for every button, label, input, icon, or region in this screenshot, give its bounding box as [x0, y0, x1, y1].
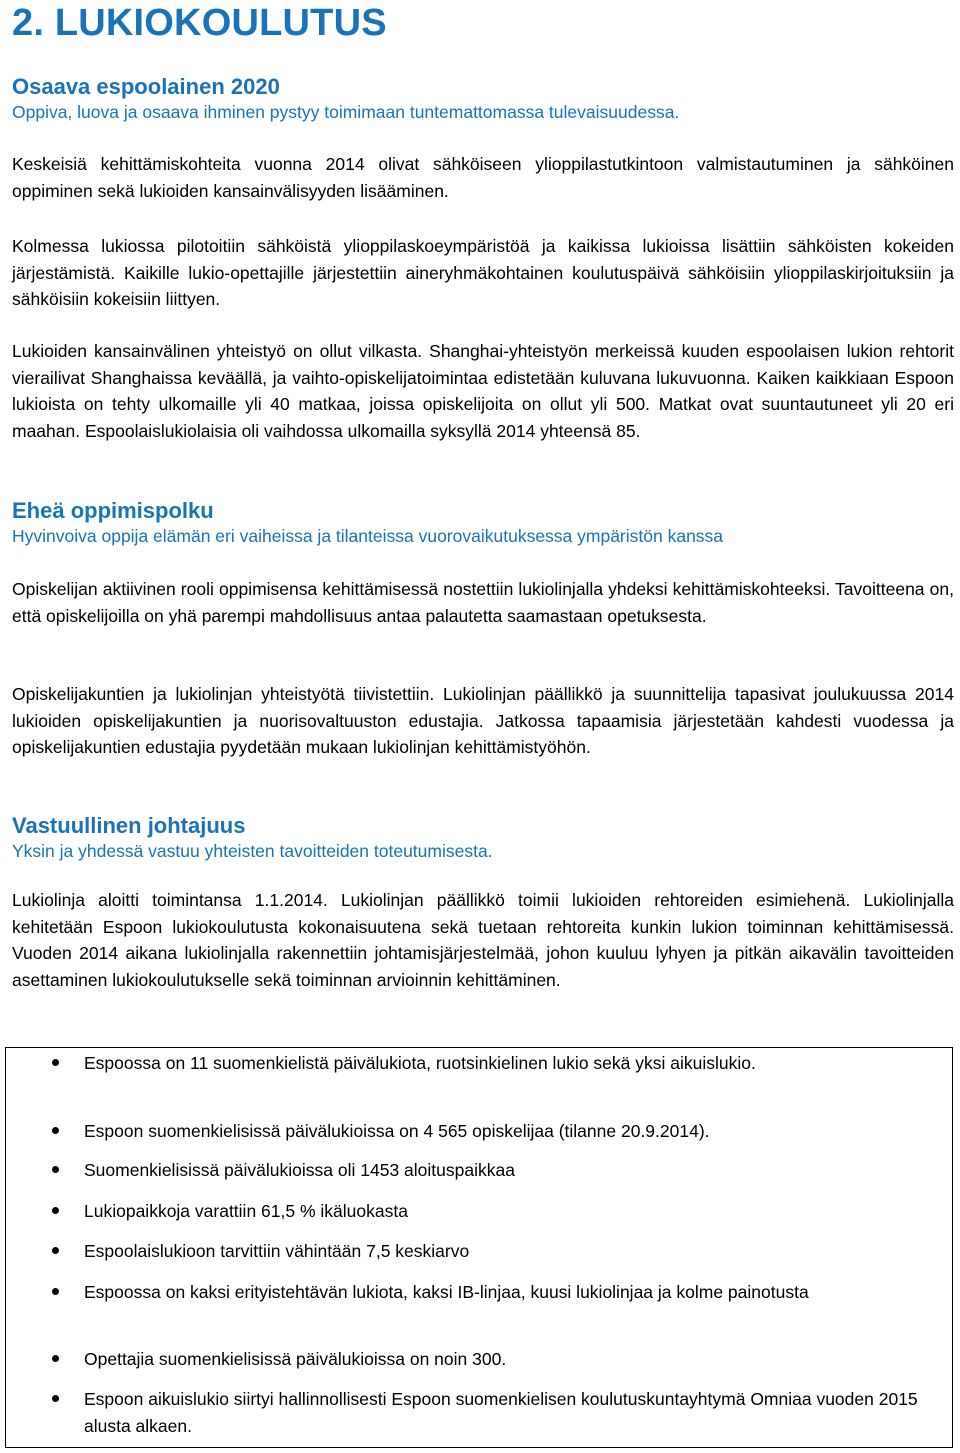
- document-page: [12, 0, 954, 990]
- paragraph: Kolmessa lukiossa pilotoitiin sähköistä ylioppilaskoeympäristöä ja kaikissa lukioissa lisättiin sähköisten kokeiden järjestämistä. Kaikille lukio-opettajille järjestettiin aineryhmäkohtainen koulutuspäivä sähköisiin ylioppilaskirjoituksiin ja sähköisiin kokeisiin liittyen.: [12, 236, 954, 309]
- bullet-icon: [52, 1207, 59, 1214]
- page-heading: 2. LUKIOKOULUTUS: [12, 2, 387, 44]
- paragraph: Opiskelijan aktiivinen rooli oppimisensa kehittämisessä nostettiin lukiolinjalla yhdeksi kehittämiskohteeksi. Tavoitteena on, että opiskelijoilla on yhä parempi mahdollisuus antaa palautetta saamastaan opetuksesta.: [12, 579, 954, 626]
- list-item: Espoolaislukioon tarvittiin vähintään 7,5 keskiarvo: [84, 1238, 944, 1265]
- bullet-icon: [52, 1127, 59, 1134]
- bullet-icon: [52, 1059, 59, 1066]
- bullet-icon: [52, 1166, 59, 1173]
- section-subtitle: Oppiva, luova ja osaava ihminen pystyy toimimaan tuntemattomassa tulevaisuudessa.: [12, 102, 680, 122]
- list-item: Espoon suomenkielisissä päivälukioissa on 4 565 opiskelijaa (tilanne 20.9.2014).: [84, 1118, 944, 1145]
- bullet-icon: [52, 1395, 59, 1402]
- section-osaava-espoolainen: [12, 74, 954, 124]
- paragraph: Lukioiden kansainvälinen yhteistyö on ollut vilkasta. Shanghai-yhteistyön merkeissä kuuden espoolaisen lukion rehtorit vierailivat Shanghaissa keväällä, ja vaihto-opiskelijatoimintaa edistetään kuluvana lukuvuonna. Kaiken kaikkiaan Espoon lukioista on tehty ulkomaille yli 40 matkaa, joissa opiskelijoita on ollut yli 500. Matkat ovat suuntautuneet yli 20 eri maahan. Espoolaislukiolaisia oli vaihdossa ulkomailla syksyllä 2014 yhteensä 85.: [12, 341, 954, 441]
- paragraph: Keskeisiä kehittämiskohteita vuonna 2014 olivat sähköiseen ylioppilastutkintoon valmistautuminen ja sähköinen oppiminen sekä lukioiden kansainvälisyyden lisääminen.: [12, 154, 954, 201]
- bullet-icon: [52, 1355, 59, 1362]
- section-ehea-oppimispolku: [12, 498, 954, 548]
- section-title: Osaava espoolainen 2020: [12, 74, 280, 99]
- section-vastuullinen-johtajuus: [12, 813, 954, 863]
- paragraph: Lukiolinja aloitti toimintansa 1.1.2014. Lukiolinjan päällikkö toimii lukioiden rehtoreiden esimiehenä. Lukiolinjalla kehitetään Espoon lukiokoulutusta kokonaisuutena sekä tuetaan rehtoreita kunkin lukion toiminnan kehittämisessä. Vuoden 2014 aikana lukiolinjalla rakennettiin johtamisjärjestelmää, johon kuuluu lyhyen ja pitkän aikavälin tavoitteiden asettaminen lukiokoulutukselle sekä toiminnan arvioinnin kehittäminen.: [12, 890, 954, 990]
- list-item: Opettajia suomenkielisissä päivälukioissa on noin 300.: [84, 1346, 944, 1373]
- section-title: Vastuullinen johtajuus: [12, 813, 246, 838]
- section-subtitle: Yksin ja yhdessä vastuu yhteisten tavoitteiden toteutumisesta.: [12, 841, 493, 861]
- bullet-icon: [52, 1247, 59, 1254]
- section-title: Eheä oppimispolku: [12, 498, 214, 523]
- section-subtitle: Hyvinvoiva oppija elämän eri vaiheissa ja tilanteissa vuorovaikutuksessa ympäristön kanssa: [12, 526, 724, 546]
- list-item: Espoossa on kaksi erityistehtävän lukiota, kaksi IB-linjaa, kuusi lukiolinjaa ja kolme painotusta: [84, 1279, 944, 1306]
- list-item: Lukiopaikkoja varattiin 61,5 % ikäluokasta: [84, 1198, 944, 1225]
- list-item: Espoossa on 11 suomenkielistä päivälukiota, ruotsinkielinen lukio sekä yksi aikuislukio.: [84, 1050, 944, 1077]
- paragraph: Opiskelijakuntien ja lukiolinjan yhteistyötä tiivistettiin. Lukiolinjan päällikkö ja suunnittelija tapasivat joulukuussa 2014 lukioiden opiskelijakuntien ja nuorisovaltuuston edustajia. Jatkossa tapaamisia järjestetään kahdesti vuodessa ja opiskelijakuntien edustajia pyydetään mukaan lukiolinjan kehittämistyöhön.: [12, 684, 954, 757]
- list-item: Suomenkielisissä päivälukioissa oli 1453 aloituspaikkaa: [84, 1157, 944, 1184]
- list-item: Espoon aikuislukio siirtyi hallinnollisesti Espoon suomenkielisen koulutuskuntayhtymä Omniaa vuoden 2015 alusta alkaen.: [84, 1386, 944, 1439]
- bullet-icon: [52, 1288, 59, 1295]
